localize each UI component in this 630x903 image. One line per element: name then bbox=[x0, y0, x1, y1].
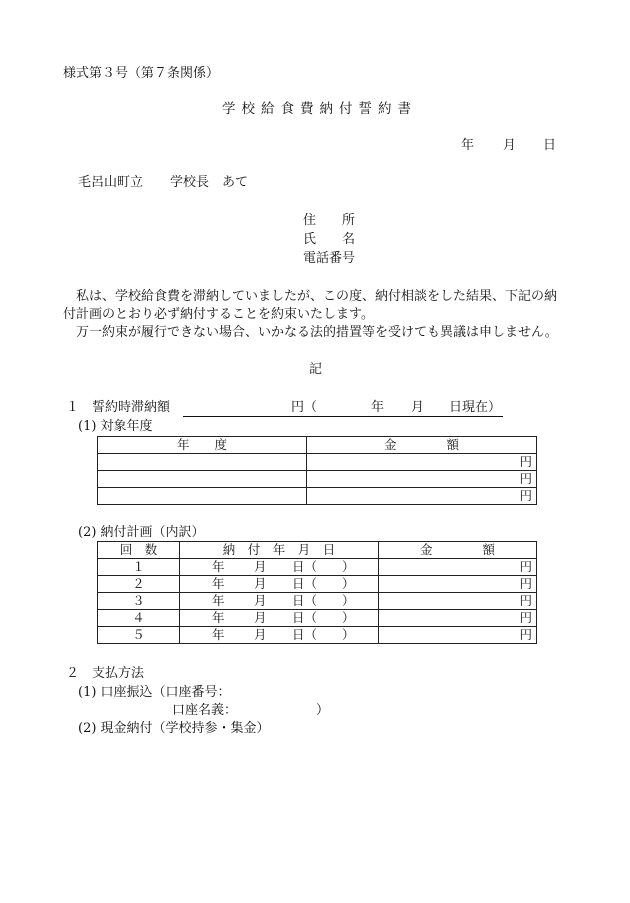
subsection-payment-plan-label: (2) 納付計画（内訳） bbox=[78, 525, 205, 540]
payment-close-paren: ） bbox=[342, 593, 355, 608]
payment-close-paren: ） bbox=[342, 610, 355, 625]
payment-day-label: 日（ bbox=[292, 627, 318, 642]
arrears-yen-open: 円（ bbox=[291, 400, 318, 415]
amount-cell: 円 bbox=[307, 454, 537, 471]
payment-day-label: 日（ bbox=[292, 559, 318, 574]
table-row bbox=[98, 610, 537, 627]
section2-label: ２ 支払方法 bbox=[66, 666, 145, 681]
payment-amount-cell: 円 bbox=[379, 593, 537, 610]
amount-cell: 円 bbox=[307, 488, 537, 505]
subsection-target-year-label: (1) 対象年度 bbox=[78, 419, 153, 434]
body-text-line-1: 私は、学校給食費を滞納していましたが、この度、納付相談をした結果、下記の納 bbox=[76, 289, 558, 304]
payment-date-cell bbox=[180, 559, 379, 576]
year-cell bbox=[98, 454, 307, 471]
addressee-principal: 学校長 あて bbox=[170, 175, 249, 190]
payment-amount-cell: 円 bbox=[379, 610, 537, 627]
applicant-phone-label: 電話番号 bbox=[303, 251, 356, 266]
payment-amount-cell: 円 bbox=[379, 627, 537, 644]
payment-amount-cell: 円 bbox=[379, 576, 537, 593]
payment-amount-cell: 円 bbox=[379, 559, 537, 576]
installment-number: ２ bbox=[98, 576, 180, 593]
ki-heading: 記 bbox=[309, 362, 323, 377]
arrears-year-label: 年 bbox=[371, 400, 385, 415]
body-text-line-3: 万一約束が履行できない場合、いかなる法的措置等を受けても異議は申しません。 bbox=[76, 325, 558, 340]
applicant-name-label: 氏 名 bbox=[303, 232, 356, 247]
amount-cell: 円 bbox=[307, 471, 537, 488]
target-year-header-year: 年 度 bbox=[98, 437, 307, 454]
payment-year-label: 年 bbox=[212, 576, 225, 591]
payment-month-label: 月 bbox=[254, 627, 267, 642]
payment-year-label: 年 bbox=[212, 627, 225, 642]
arrears-day-now-label: 日現在） bbox=[449, 400, 502, 415]
year-cell bbox=[98, 488, 307, 505]
installment-number: ４ bbox=[98, 610, 180, 627]
payment-date-cell bbox=[180, 627, 379, 644]
payment-method-cash: (2) 現金納付（学校持参・集金） bbox=[78, 721, 270, 736]
plan-header-count: 回 数 bbox=[98, 542, 180, 559]
table-row bbox=[98, 627, 537, 644]
table-row bbox=[98, 488, 537, 505]
applicant-address-label: 住 所 bbox=[303, 213, 356, 228]
account-close-paren: ） bbox=[316, 703, 330, 718]
arrears-month-label: 月 bbox=[411, 400, 425, 415]
payment-month-label: 月 bbox=[254, 610, 267, 625]
payment-year-label: 年 bbox=[212, 610, 225, 625]
date-month-label: 月 bbox=[503, 138, 517, 153]
year-cell bbox=[98, 471, 307, 488]
account-name-label: 口座名義： bbox=[172, 703, 238, 718]
date-day-label: 日 bbox=[543, 138, 557, 153]
payment-close-paren: ） bbox=[342, 559, 355, 574]
installment-number: ５ bbox=[98, 627, 180, 644]
section1-label: １ 誓約時滞納額 bbox=[66, 400, 171, 415]
plan-header-date: 納 付 年 月 日 bbox=[180, 542, 379, 559]
payment-date-cell bbox=[180, 593, 379, 610]
payment-date-cell bbox=[180, 576, 379, 593]
plan-header-amount: 金 額 bbox=[379, 542, 537, 559]
addressee-town: 毛呂山町立 bbox=[78, 175, 144, 190]
payment-day-label: 日（ bbox=[292, 610, 318, 625]
table-row bbox=[98, 471, 537, 488]
body-text-line-2: 付計画のとおり必ず納付することを約束いたします。 bbox=[63, 307, 374, 322]
payment-month-label: 月 bbox=[254, 593, 267, 608]
payment-method-bank-transfer: (1) 口座振込（口座番号： bbox=[78, 685, 231, 700]
payment-close-paren: ） bbox=[342, 627, 355, 642]
table-row bbox=[98, 454, 537, 471]
payment-day-label: 日（ bbox=[292, 576, 318, 591]
payment-year-label: 年 bbox=[212, 559, 225, 574]
payment-year-label: 年 bbox=[212, 593, 225, 608]
document-title: 学校給食費納付誓約書 bbox=[222, 101, 417, 117]
installment-number: １ bbox=[98, 559, 180, 576]
payment-month-label: 月 bbox=[254, 559, 267, 574]
arrears-amount-line bbox=[183, 400, 503, 417]
table-row bbox=[98, 593, 537, 610]
installment-number: ３ bbox=[98, 593, 180, 610]
target-year-table bbox=[97, 436, 537, 505]
payment-close-paren: ） bbox=[342, 576, 355, 591]
table-row bbox=[98, 576, 537, 593]
payment-month-label: 月 bbox=[254, 576, 267, 591]
payment-plan-table bbox=[97, 541, 537, 644]
form-number: 様式第３号（第７条関係） bbox=[63, 66, 220, 81]
date-year-label: 年 bbox=[461, 138, 475, 153]
payment-day-label: 日（ bbox=[292, 593, 318, 608]
table-row bbox=[98, 559, 537, 576]
payment-date-cell bbox=[180, 610, 379, 627]
target-year-header-amount: 金 額 bbox=[307, 437, 537, 454]
